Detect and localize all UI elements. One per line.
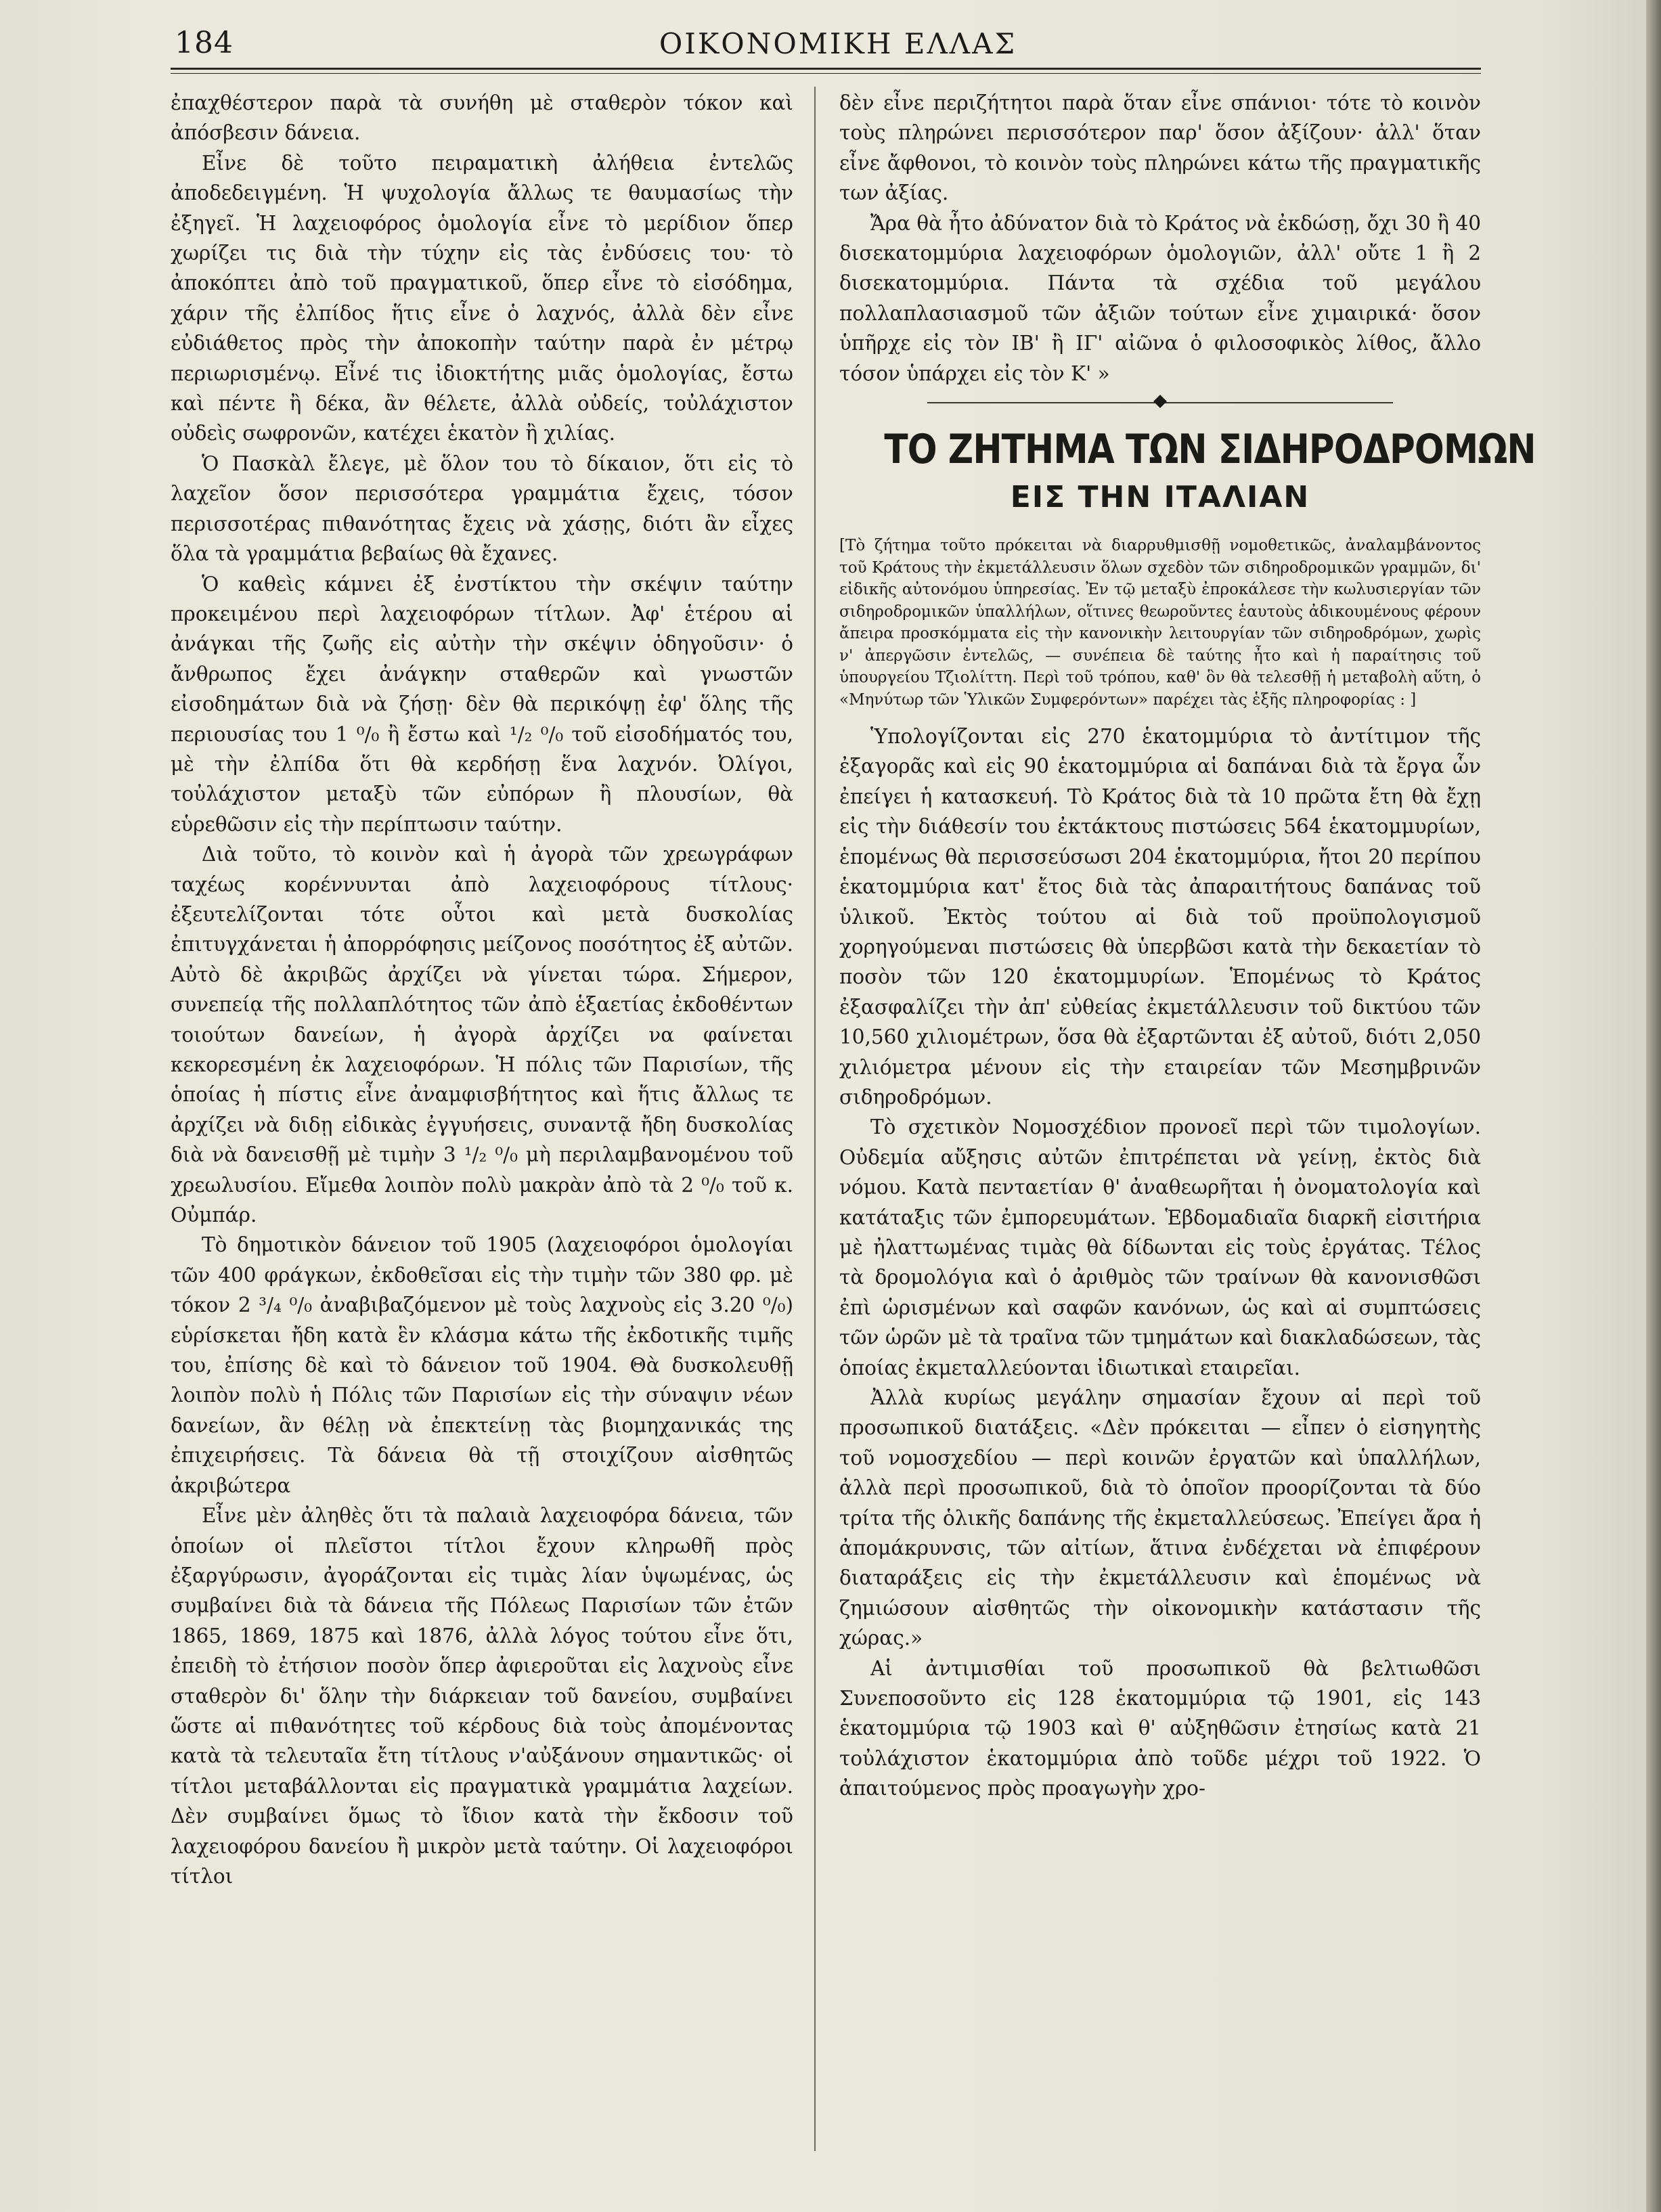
paragraph: Διὰ τοῦτο, τὸ κοινὸν καὶ ἡ ἀγορὰ τῶν χρεωγράφων ταχέως κορέννυνται ἀπὸ λαχειοφόρους τίτλους· ἐξευτελίζονται τότε οὗτοι καὶ μετὰ δυσκολίας ἐπιτυγχάνεται ἡ ἀπορρόφησις μείζονος ποσότητος ἐξ αὐτῶν. Αὐτὸ δὲ ἀκριβῶς ἀρχίζει νὰ γίνεται τώρα. Σήμερον, συνεπείᾳ τῆς πολλαπλότητος τῶν ἀπὸ ἑξαετίας ἐκδοθέντων τοιούτων δανείων, ἡ ἀγορὰ ἀρχίζει να φαίνεται κεκορεσμένη ἐκ λαχειοφόρων. Ἡ πόλις τῶν Παρισίων, τῆς ὁποίας ἡ πίστις εἶνε ἀναμφισβήτητος καὶ ἥτις ἄλλως τε ἀρχίζει νὰ διδῃ εἰδικὰς ἐγγυήσεις, συναντᾷ ἤδη δυσκολίας διὰ νὰ δανεισθῇ μὲ τιμὴν 3 ¹/₂ ⁰/₀ μὴ περιλαμβανομένου τοῦ χρεωλυσίου. Εἴμεθα λοιπὸν πολὺ μακρὰν ἀπὸ τὰ 2 ⁰/₀ τοῦ κ. Οὐμπάρ. [171, 843, 793, 1227]
paragraph: ἐπαχθέστερον παρὰ τὰ συνήθη μὲ σταθερὸν τόκον καὶ ἀπόσβεσιν δάνεια. [171, 91, 793, 145]
left-column [171, 88, 793, 1891]
header-double-rule [171, 68, 1481, 74]
paragraph: Εἶνε μὲν ἀληθὲς ὅτι τὰ παλαιὰ λαχειοφόρα δάνεια, τῶν ὁποίων οἱ πλεῖστοι τίτλοι ἔχουν κληρωθῆ πρὸς ἐξαργύρωσιν, ἀγοράζονται εἰς τιμὰς λίαν ὑψωμένας, ὡς συμβαίνει διὰ τὰ δάνεια τῆς Πόλεως Παρισίων τῶν ἐτῶν 1865, 1869, 1875 καὶ 1876, ἀλλὰ λόγος τούτου εἶνε ὅτι, ἐπειδὴ τὸ ἐτήσιον ποσὸν ὅπερ ἀφιεροῦται εἰς λαχνοὺς εἶνε σταθερὸν δι' ὅλην τὴν διάρκειαν τοῦ δανείου, συμβαίνει ὥστε αἱ πιθανότητες τοῦ κέρδους διὰ τοὺς ἀπομένοντας κατὰ τὰ τελευταῖα ἔτη τίτλους ν'αὐξάνουν σημαντικῶς· οἱ τίτλοι μεταβάλλονται εἰς πραγματικὰ γραμμάτια λαχείων. Δὲν συμβαίνει ὅμως τὸ ἴδιον κατὰ τὴν ἔκδοσιν τοῦ λαχειοφόρου δανείου ἢ μικρὸν μετὰ ταύτην. Οἱ λαχειοφόροι τίτλοι [171, 1504, 793, 1888]
section-separator [839, 393, 1481, 413]
editorial-note: [Τὸ ζήτημα τοῦτο πρόκειται νὰ διαρρυθμισθῇ νομοθετικῶς, ἀναλαμβάνοντος τοῦ Κράτους τὴν ἐκμετάλλευσιν ὅλων σχεδὸν τῶν σιδηροδρομικῶν γραμμῶν, δι' εἰδικῆς αὐτονόμου ὑπηρεσίας. Ἐν τῷ μεταξὺ ἐπροκάλεσε τὴν κωλυσιεργίαν τῶν σιδηροδρομικῶν ὑπαλλήλων, οἵτινες θεωροῦντες ἑαυτοὺς ἀδικουμένους φέρουν ἄπειρα προσκόμματα εἰς τὴν κανονικὴν λειτουργίαν τῶν σιδηροδρόμων, χωρὶς ν' ἀπεργῶσιν ἐντελῶς, — συνέπεια δὲ ταύτης ἦτο καὶ ἡ παραίτησις τοῦ ὑπουργείου Τζιολίττη. Περὶ τοῦ τρόπου, καθ' ὃν θὰ τελεσθῇ ἡ μεταβολὴ αὕτη, ὁ «Μηνύτωρ τῶν Ὑλικῶν Συμφερόντων» παρέχει τὰς ἑξῆς πληροφορίας : ] [839, 537, 1481, 709]
paragraph: Ἄρα θὰ ἦτο ἀδύνατον διὰ τὸ Κράτος νὰ ἐκδώσῃ, ὄχι 30 ἢ 40 δισεκατομμύρια λαχειοφόρων ὁμολογιῶν, ἀλλ' οὔτε 1 ἢ 2 δισεκατομμύρια. Πάντα τὰ σχέδια τοῦ μεγάλου πολλαπλασιασμοῦ τῶν ἀξιῶν τούτων εἶνε χιμαιρικά· ὅσον ὑπῆρχε εἰς τὸν ΙΒ' ἢ ΙΓ' αἰῶνα ὁ φιλοσοφικὸς λίθος, ἄλλο τόσον ὑπάρχει εἰς τὸν Κ' » [839, 211, 1481, 385]
article-title: ΤΟ ΖΗΤΗΜΑ ΤΩΝ ΣΙΔΗΡΟΔΡΟΜΩΝ [884, 426, 1536, 474]
paragraph: Τὸ δημοτικὸν δάνειον τοῦ 1905 (λαχειοφόροι ὁμολογίαι τῶν 400 φράγκων, ἐκδοθεῖσαι εἰς τὴν τιμὴν τῶν 380 φρ. μὲ τόκον 2 ³/₄ ⁰/₀ ἀναβιβαζόμενον μὲ τοὺς λαχνοὺς εἰς 3.20 ⁰/₀) εὑρίσκεται ἤδη κατὰ ἓν κλάσμα κάτω τῆς ἐκδοτικῆς τιμῆς του, ἐπίσης δὲ καὶ τὸ δάνειον τοῦ 1904. Θὰ δυσκολευθῇ λοιπὸν πολὺ ἡ Πόλις τῶν Παρισίων εἰς τὴν σύναψιν νέων δανείων, ἂν θέλῃ νὰ ἐπεκτείνῃ τὰς βιομηχανικάς της ἐπιχειρήσεις. Τὰ δάνεια θὰ τῇ στοιχίζουν αἰσθητῶς ἀκριβώτερα [171, 1233, 793, 1497]
paragraph: Τὸ σχετικὸν Νομοσχέδιον προνοεῖ περὶ τῶν τιμολογίων. Οὐδεμία αὔξησις αὐτῶν ἐπιτρέπεται νὰ γείνῃ, ἐκτὸς διὰ νόμου. Κατὰ πενταετίαν θ' ἀναθεωρῆται ἡ ὀνοματολογία καὶ κατάταξις τῶν ἐμπορευμάτων. Ἑβδομαδιαῖα διαρκῆ εἰσιτήρια μὲ ἠλαττωμένας τιμὰς θὰ δίδωνται εἰς τοὺς ἐργάτας. Τέλος τὰ δρομολόγια καὶ ὁ ἀριθμὸς τῶν τραίνων θὰ κανονισθῶσι ἐπὶ ὡρισμένων καὶ σαφῶν κανόνων, ὡς καὶ αἱ συμπτώσεις τῶν ὡρῶν μὲ τὰ τραῖνα τῶν τμημάτων καὶ διακλαδώσεων, τὰς ὁποίας ἐκμεταλλεύονται ἰδιωτικαὶ εταιρεῖαι. [839, 1115, 1481, 1379]
paragraph: Αἱ ἀντιμισθίαι τοῦ προσωπικοῦ θὰ βελτιωθῶσι Συνεποσοῦντο εἰς 128 ἑκατομμύρια τῷ 1901, εἰς 143 ἑκατομμύρια τῷ 1903 καὶ θ' αὐξηθῶσιν ἐτησίως κατὰ 21 τοὐλάχιστον ἑκατομμύρια ἀπὸ τοῦδε μέχρι τοῦ 1922. Ὁ ἀπαιτούμενος πρὸς προαγωγὴν χρο- [839, 1656, 1481, 1800]
page-number: 184 [175, 26, 234, 60]
right-column [839, 88, 1536, 1804]
paragraph: Ὑπολογίζονται εἰς 270 ἑκατομμύρια τὸ ἀντίτιμον τῆς ἐξαγορᾶς καὶ εἰς 90 ἑκατομμύρια αἱ δαπάναι διὰ τὰ ἔργα ὧν ἐπείγει ἡ κατασκευή. Τὸ Κράτος διὰ τὰ 10 πρῶτα ἔτη θὰ ἔχῃ εἰς τὴν διάθεσίν του ἐκτάκτους πιστώσεις 564 ἑκατομμυρίων, ἑπομένως θὰ περισσεύσωσι 204 ἑκατομμύρια, ἤτοι 20 περίπου ἑκατομμύρια κατ' ἔτος διὰ τὰς ἀπαραιτήτους δαπάνας τοῦ ὑλικοῦ. Ἐκτὸς τούτου αἱ διὰ τοῦ προϋπολογισμοῦ χορηγούμεναι πιστώσεις θὰ ὑπερβῶσι κατὰ τὴν δεκαετίαν τὸ ποσὸν τῶν 120 ἑκατομμυρίων. Ἑπομένως τὸ Κράτος ἐξασφαλίζει τὴν ἀπ' εὐθείας ἐκμετάλλευσιν τοῦ δικτύου τῶν 10,560 χιλιομέτρων, ὅσα θὰ ἐξαρτῶνται ἐξ αὐτοῦ, διότι 2,050 χιλιόμετρα μένουν εἰς τὴν εταιρείαν τῶν Μεσημβρινῶν σιδηροδρόμων. [839, 725, 1481, 1109]
paragraph: Ἀλλὰ κυρίως μεγάλην σημασίαν ἔχουν αἱ περὶ τοῦ προσωπικοῦ διατάξεις. «Δὲν πρόκειται — εἶπεν ὁ εἰσηγητὴς τοῦ νομοσχεδίου — περὶ κοινῶν ἐργατῶν καὶ ὑπαλλήλων, ἀλλὰ περὶ προσωπικοῦ, διὰ τὸ ὁποῖον προορίζονται τὰ δύο τρίτα τῆς ὁλικῆς δαπάνης τῆς ἐκμεταλλεύσεως. Ἐπείγει ἄρα ἡ ἀπομάκρυνσις, τῶν αἰτίων, ἅτινα ἐνδέχεται νὰ ἐπιφέρουν διαταράξεις εἰς τὴν ἐκμετάλλευσιν καὶ ἑπομένως νὰ ζημιώσουν αἰσθητῶς τὴν οἰκονομικὴν κατάστασιν τῆς χώρας.» [839, 1386, 1481, 1650]
paragraph: Ὁ Πασκὰλ ἔλεγε, μὲ ὅλον του τὸ δίκαιον, ὅτι εἰς τὸ λαχεῖον ὅσον περισσότερα γραμμάτια ἔχεις, τόσον περισσοτέρας πιθανότητας ἔχεις νὰ χάσῃς, διότι ἂν εἶχες ὅλα τὰ γραμμάτια βεβαίως θὰ ἔχανες. [171, 451, 793, 566]
paragraph: Εἶνε δὲ τοῦτο πειραματικὴ ἀλήθεια ἐντελῶς ἀποδεδειγμένη. Ἡ ψυχολογία ἄλλως τε θαυμασίως τὴν ἐξηγεῖ. Ἡ λαχειοφόρος ὁμολογία εἶνε τὸ μερίδιον ὅπερ χωρίζει τις διὰ τὴν τύχην εἰς τὰς ἐνδύσεις του· τὸ ἀποκόπτει ἀπὸ τοῦ πραγματικοῦ, ὅπερ εἶνε τὸ εἰσόδημα, χάριν τῆς ἐλπίδος ἥτις εἶνε ὁ λαχνός, ἀλλὰ δὲν εἶνε εὐδιάθετος πρὸς τὴν ἀποκοπὴν ταύτην παρὰ ἐν μέτρῳ περιωρισμένῳ. Εἶνέ τις ἰδιοκτήτης μιᾶς ὁμολογίας, ἔστω καὶ πέντε ἢ δέκα, ἂν θέλετε, ἀλλὰ οὐδείς, τοὐλάχιστον οὐδεὶς σωφρονῶν, κατέχει ἑκατὸν ἢ χιλίας. [171, 151, 793, 445]
paragraph: δὲν εἶνε περιζήτητοι παρὰ ὅταν εἶνε σπάνιοι· τότε τὸ κοινὸν τοὺς πληρώνει περισσότερον παρ' ὅσον ἀξίζουν· ἀλλ' ὅταν εἶνε ἄφθονοι, τὸ κοινὸν τοὺς πληρώνει κάτω τῆς πραγματικῆς των ἀξίας. [839, 91, 1481, 205]
page-header [175, 19, 1501, 66]
book-spine-edge [1646, 0, 1661, 2212]
article-subtitle: ΕΙΣ ΤΗΝ ΙΤΑΛΙΑΝ [1010, 480, 1310, 515]
column-divider [814, 87, 816, 2151]
running-title: ΟΙΚΟΝΟΜΙΚΗ ΕΛΛΑΣ [659, 27, 1017, 60]
paragraph: Ὁ καθεὶς κάμνει ἐξ ἐνστίκτου τὴν σκέψιν ταύτην προκειμένου περὶ λαχειοφόρων τίτλων. Ἀφ' ἑτέρου αἱ ἀνάγκαι τῆς ζωῆς εἰς αὐτὴν τὴν σκέψιν ὁδηγοῦσιν· ὁ ἄνθρωπος ἔχει ἀνάγκην σταθερῶν καὶ γνωστῶν εἰσοδημάτων διὰ νὰ ζήσῃ· δὲν θὰ περικόψῃ ἐφ' ὅλης τῆς περιουσίας του 1 ⁰/₀ ἢ ἔστω καὶ ¹/₂ ⁰/₀ τοῦ εἰσοδήματός του, μὲ τὴν ἐλπίδα ὅτι θὰ κερδήσῃ ἕνα λαχνόν. Ὀλίγοι, τοὐλάχιστον μεταξὺ τῶν εὐπόρων ἢ πλουσίων, θὰ εὑρεθῶσιν εἰς τὴν περίπτωσιν ταύτην. [171, 572, 793, 836]
separator-diamond [1153, 395, 1167, 408]
